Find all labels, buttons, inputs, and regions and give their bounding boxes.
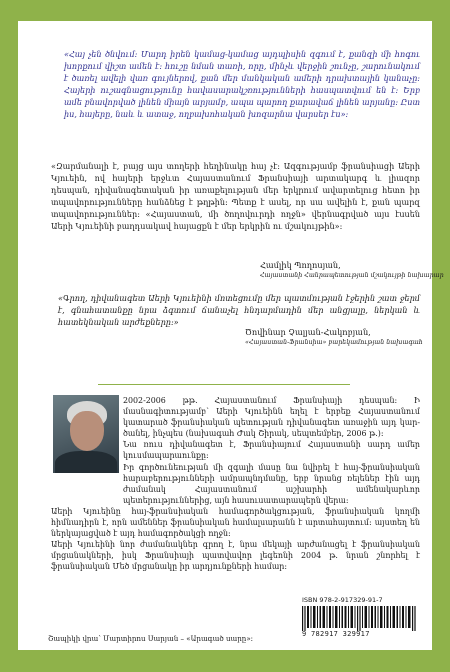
signature-minister	[0, 260, 450, 280]
cover-art-credit: Շապիկի վրա՝ Մարտիրոս Սարյան – «Արագած սարը»:	[48, 634, 254, 643]
separator-line	[98, 384, 350, 385]
signature-society	[0, 327, 450, 347]
photo-face	[70, 411, 104, 451]
signature-name: Համլիկ Պողոսյան,	[260, 260, 341, 270]
signature-role: Հայաստանի Հանրապետության մշակույթի նախարար	[260, 272, 444, 279]
quote-society: «Գրող, դիվանագետ Աերի Կյուեինի մոտեցումը մեր պատմության էջերին շատ ջերմ է, գնահատանքը նրա ձգտում ճանաչել հնդարմադին մեր անցյալը, ներկան և հատեկնական արժեքները:»	[58, 293, 420, 328]
author-photo	[53, 395, 119, 473]
signature-role: «Հայաստան-Ֆրանսիա» բարեկամության նախագահ	[245, 339, 423, 346]
photo-shoulders	[55, 451, 117, 473]
bio-line: Աերի Կյուեինի նոր ժամանակներ գրող է, նրա մեկայի արժանացել է ֆրանսիական մրցանակների, իսկ Ֆրանսիայի պատվավոր լեգեոնի 2004 թ. նրան շնորհել է ֆրանսիական Մեծ մրցանակը իր արդյունքների համար:	[51, 540, 420, 572]
bio-line: Նա ռուս դիվանագետ է, Ֆրանսիայում Հայաստանի սարդ ամեր կուսմապարաունքը:	[123, 440, 420, 461]
barcode-icon	[302, 606, 418, 631]
bio-line: Իր գործունեության մի զգալի մասը նա նվիրել է հայ-ֆրանսիական հարաբերությունների ամրապնդմանը, երբ նրանց ռելեներ էին այդ ժամանակ Հայաստանում աշխարհի ամենակարևոր պետերություններից, այն հասուսատարապերն վերա:	[123, 462, 420, 505]
quote-author-excerpt: «Հայ չեն ծնվում: Մարդ իրեն կամաց-կամաց այդպիսին զգում է, քանզի մի հոգու խորքում վիշտ ամեն է: հուշը նման տառի, որը, մինչև վերջին շունչը, շարունակում է ծառել ավելի վառ գույներով, քան մեր մանկական ամերի դրախտային կանաչը: Հայերի ուշագնացությունը հավասարակշռությունների հասպատվում են է: Երբ ամե բնավորված լինեն միայն արյամբ, ապա պարող քարավաճ լինեն արյանը: Ըստ իս, հայերը, նաև և ատաջ, ողբախոհական խոզարնա վարսեր էս»:	[64, 49, 420, 120]
quote-minister: «Զարմանալի է, բայց այս տողերի հեղինակը հայ չէ: Ազգությամբ ֆրանսիացի Աերի Կյուեին, ով հայերի երջևտ Հայաստանում Ֆրանսիայի արտակարգ և լիազոր դեսպան, դիվանագետական իր առաքելության մեր երկրում ավարտելուց հետո իր տպավորությունները հանձնեց է թղթին: Պետք է ասել, որ սա ավելին է, քան պարզ տպավորություններ: «Հայաստան, մի ծողովուրդի ողջն» վերնագրված այս էսսեն Աերի Կյուեինի բաղդսակավ հայացքն է մեր երկրին ու մշակույթին»:	[51, 161, 420, 232]
isbn-barcode-block	[300, 596, 420, 640]
barcode-digits: 9 782917 329917	[302, 630, 370, 638]
top-green-border	[0, 0, 450, 21]
bio-line: Աերի Կյուեինը հայ-ֆրանսիական համագործակցության, ֆրանսիական կողմի հիմնադիրն է, որն ամեններ ֆրանսիական համալսարանն է արտահայտում: այստեղ են ներկայացված է այդ համագործակցի ողջն:	[51, 506, 420, 539]
signature-name: Ծովինար Չալյան-Հակոբյան,	[245, 327, 371, 337]
bio-line: 2002-2006 թթ. Հայաստանում Ֆրանսիայի դեսպան: Ի մասնագիտությամբ՝ Աերի Կյուեինն եղել է երբեք Հայաստանում կատարած ֆրանսիական պետության դիվանագետ առաջին այդ կար-ծանել, ինչպես (նախագահ Ժակ Շիրակ, սեպտեմբեր, 2006 թ.):	[123, 396, 420, 439]
isbn-label: ISBN 978-2-917329-91-7	[302, 596, 383, 604]
bottom-green-border	[0, 650, 450, 672]
